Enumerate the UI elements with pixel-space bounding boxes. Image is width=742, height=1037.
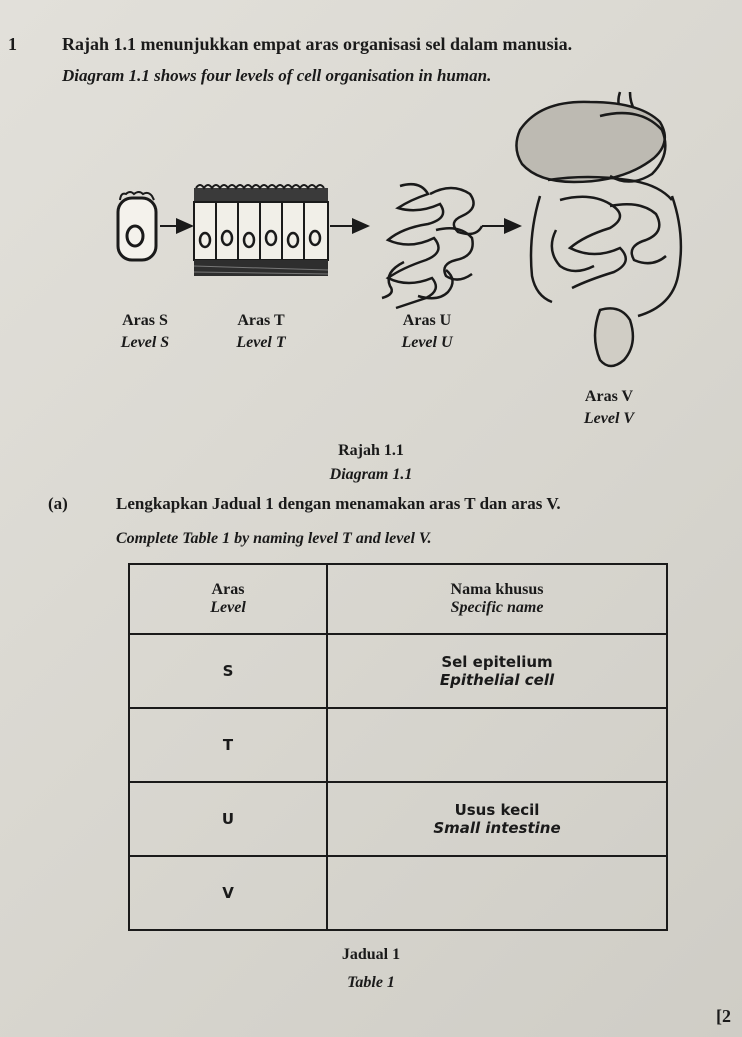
row-name-english: Epithelial cell: [439, 671, 555, 689]
header-level-malay: Aras: [211, 581, 245, 598]
level-v-english: Level V: [583, 410, 635, 427]
row-level-cell: T: [129, 708, 327, 782]
row-level-cell: S: [129, 634, 327, 708]
row-name-malay: Sel epitelium: [441, 653, 553, 671]
level-v-label: [564, 386, 654, 430]
row-level-cell: V: [129, 856, 327, 930]
level-t-malay: Aras T: [237, 312, 285, 329]
table-row: [129, 856, 667, 930]
marks-indicator: [2: [716, 1006, 731, 1026]
question-intro-english: Diagram 1.1 shows four levels of cell organisation in human.: [62, 66, 492, 85]
question-intro-malay: Rajah 1.1 menunjukkan empat aras organisasi sel dalam manusia.: [62, 34, 573, 54]
header-name-english: Specific name: [450, 599, 544, 616]
table-1: [128, 563, 668, 931]
diagram-caption-english: Diagram 1.1: [329, 466, 413, 483]
row-name-malay: Usus kecil: [454, 801, 540, 819]
level-s-english: Level S: [120, 334, 170, 351]
level-u-english: Level U: [401, 334, 453, 351]
row-level-cell: U: [129, 782, 327, 856]
header-name-malay: Nama khusus: [450, 581, 544, 598]
part-a-instruction-malay: Lengkapkan Jadual 1 dengan menamakan aras T dan aras V.: [116, 494, 561, 513]
row-name-cell: [327, 634, 667, 708]
part-a-label: (a): [48, 494, 68, 513]
question-number: 1: [8, 34, 17, 54]
header-level-cell: [129, 564, 327, 634]
level-u-label: [382, 310, 472, 354]
level-t-english: Level T: [236, 334, 286, 351]
level-u-malay: Aras U: [402, 312, 452, 329]
small-intestine-icon: [382, 184, 482, 308]
answer-cell-level-t[interactable]: [327, 708, 667, 782]
row-name-cell: [327, 782, 667, 856]
level-t-label: [216, 310, 306, 354]
table-caption-malay: Jadual 1: [341, 946, 401, 963]
level-s-malay: Aras S: [122, 312, 168, 329]
table-row: [129, 708, 667, 782]
diagram-caption-malay: Rajah 1.1: [338, 442, 404, 459]
row-name-english: Small intestine: [433, 819, 561, 837]
header-name-cell: [327, 564, 667, 634]
table-caption-english: Table 1: [347, 974, 395, 991]
single-cell-icon: [118, 192, 156, 260]
table-row: [129, 634, 667, 708]
header-level-english: Level: [210, 599, 246, 616]
digestive-system-icon: [516, 92, 680, 366]
part-a-instruction-english: Complete Table 1 by naming level T and level V.: [116, 530, 432, 547]
table-row: [129, 782, 667, 856]
level-s-label: [100, 310, 190, 354]
answer-cell-level-v[interactable]: [327, 856, 667, 930]
table-header-row: [129, 564, 667, 634]
epithelial-tissue-icon: [194, 185, 328, 276]
level-v-malay: Aras V: [584, 388, 634, 405]
